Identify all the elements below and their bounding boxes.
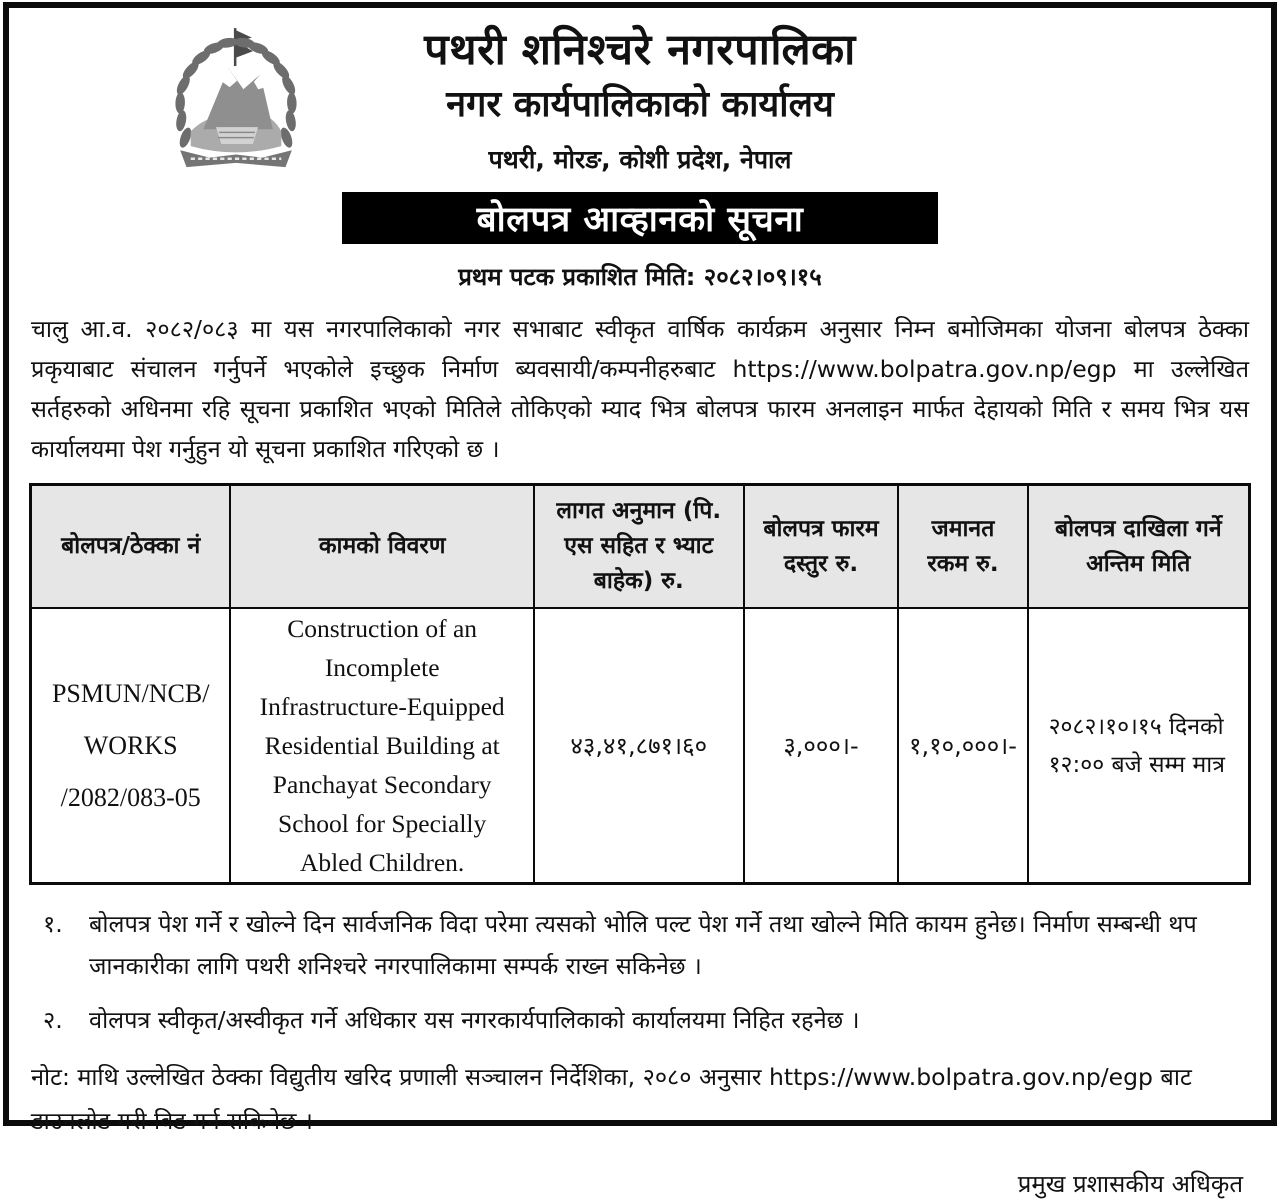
cell-deposit-amount: १,१०,०००।-: [898, 608, 1027, 884]
cell-bid-form-fee: ३,०००।-: [744, 608, 899, 884]
col-header-contract-no: बोलपत्र/ठेक्का नं: [31, 485, 231, 609]
col-header-form-fee: बोलपत्र फारम दस्तुर रु.: [744, 485, 899, 609]
notice-title-banner: [342, 192, 938, 244]
cell-submission-deadline: [1028, 608, 1250, 884]
col-header-deposit: जमानत रकम रु.: [898, 485, 1027, 609]
document-header: [9, 8, 1271, 176]
notes-section: [43, 903, 1245, 1041]
note-1-text: बोलपत्र पेश गर्ने र खोल्ने दिन सार्वजनिक विदा परेमा त्यसको भोलि पल्ट पेश गर्ने तथा खोल्ने मिति कायम हुनेछ। निर्माण सम्बन्धी थप जानकारीका लागि पथरी शनिश्चरे नगरपालिकामा सम्पर्क राख्न सकिनेछ ।: [89, 910, 1197, 980]
office-name: नगर कार्यपालिकाको कार्यालय: [446, 84, 834, 125]
deadline-line1: २०८२।१०।१५ दिनको: [1048, 713, 1224, 740]
notice-title: बोलपत्र आव्हानको सूचना: [476, 199, 804, 240]
document-frame: [3, 2, 1277, 1198]
note-2-number: २.: [43, 1006, 63, 1034]
nepal-coat-of-arms-icon: [167, 26, 305, 184]
note-item-1: [43, 903, 1245, 987]
published-date-line: प्रथम पटक प्रकाशित मिति: २०८२।०९।१५: [458, 263, 822, 291]
office-address: पथरी, मोरङ, कोशी प्रदेश, नेपाल: [488, 145, 792, 174]
bid-table: [29, 483, 1251, 885]
deadline-line2: १२:०० बजे सम्म मात्र: [1048, 751, 1225, 778]
footnote-paragraph: नोट: माथि उल्लेखित ठेक्का विद्युतीय खरिद प्रणाली सञ्चालन निर्देशिका, २०८० अनुसार https://www.bolpatra.gov.np/egp बाट डाउनलोड गरी विड गर्न सकिनेछ ।: [31, 1063, 1192, 1135]
contract-no-line1: PSMUN/NCB/: [51, 678, 210, 708]
contract-no-line3: /2082/083-05: [60, 782, 201, 812]
bid-table-row: [31, 608, 1250, 884]
signatory-title: प्रमुख प्रशासकीय अधिकृत: [1017, 1170, 1243, 1198]
note-2-text: वोलपत्र स्वीकृत/अस्वीकृत गर्ने अधिकार यस नगरकार्यपालिकाको कार्यालयमा निहित रहनेछ ।: [89, 1006, 860, 1034]
note-1-number: १.: [43, 910, 63, 938]
cell-work-description: Construction of an Incomplete Infrastructure-Equipped Residential Building at Panchayat Secondary School for Specially Abled Children.: [230, 608, 534, 884]
contract-no-line2: WORKS: [83, 730, 178, 760]
note-item-2: [43, 999, 1245, 1041]
col-header-cost-estimate: लागत अनुमान (पि. एस सहित र भ्याट बाहेक) रु.: [534, 485, 744, 609]
municipality-name: पथरी शनिश्चरे नगरपालिका: [424, 25, 856, 75]
bid-table-header-row: [31, 485, 1250, 609]
col-header-deadline: बोलपत्र दाखिला गर्ने अन्तिम मिति: [1028, 485, 1250, 609]
intro-paragraph: चालु आ.व. २०८२/०८३ मा यस नगरपालिकाको नगर सभाबाट स्वीकृत वार्षिक कार्यक्रम अनुसार निम्न बमोजिमका योजना बोलपत्र ठेक्का प्रकृयाबाट संचालन गर्नुपर्ने भएकोले इच्छुक निर्माण ब्यवसायी/कम्पनीहरुबाट https://www.bolpatra.gov.np/egp मा उल्लेखित सर्तहरुको अधिनमा रहि सूचना प्रकाशित भएको मितिले तोकिएको म्याद भित्र बोलपत्र फारम अनलाइन मार्फत देहायको मिति र समय भित्र यस कार्यालयमा पेश गर्नुहुन यो सूचना प्रकाशित गरिएको छ ।: [31, 315, 1249, 463]
cell-cost-estimate: ४३,४१,८७१।६०: [534, 608, 744, 884]
col-header-work-desc: कामको विवरण: [230, 485, 534, 609]
cell-contract-no: [31, 608, 231, 884]
